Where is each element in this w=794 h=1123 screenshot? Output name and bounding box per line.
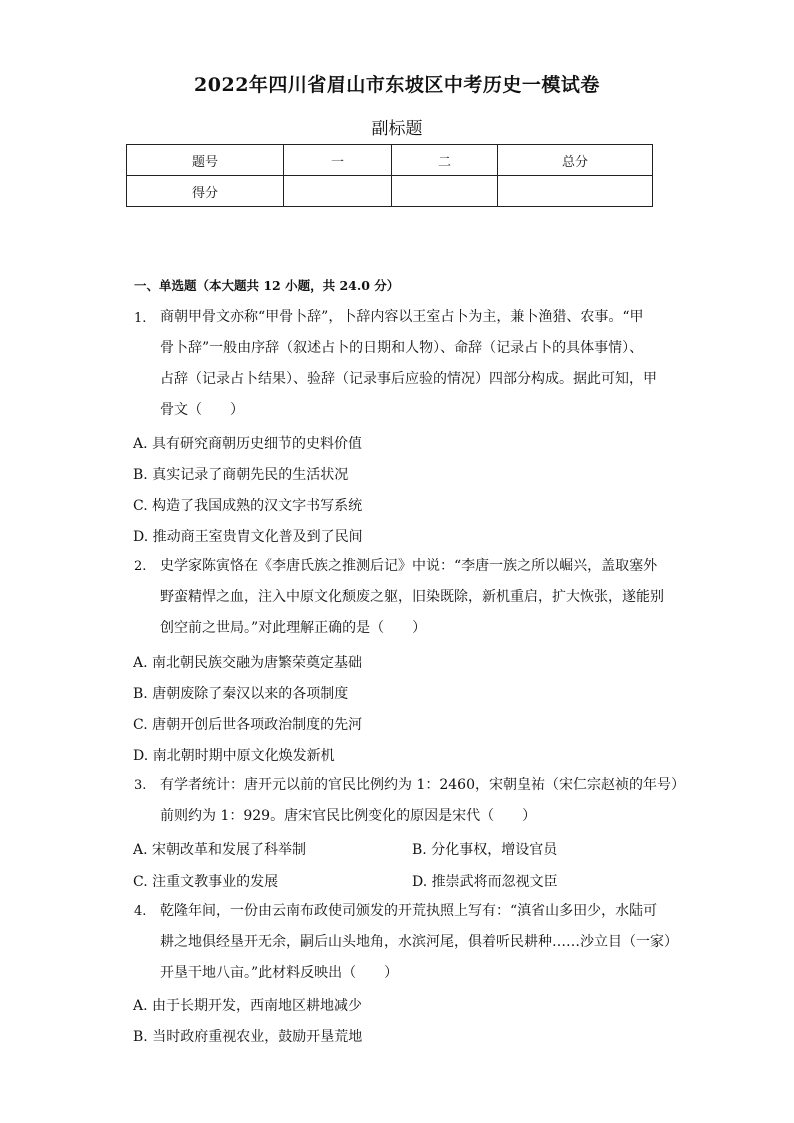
question-number: 2. [134,559,147,574]
question-number: 3. [134,778,147,793]
score-cell-part2 [392,176,498,207]
score-table-header-row [127,145,653,176]
exam-title: 2022年四川省眉山市东坡区中考历史一模试卷 [194,74,600,96]
score-cell-total [498,176,653,207]
question-number: 1. [134,311,147,326]
score-header-question: 题号 [127,145,284,176]
score-header-part1: 一 [284,145,392,176]
answer-option-c[interactable]: C. 构造了我国成熟的汉文字书写系统 [133,498,363,514]
score-row-label: 得分 [127,176,284,207]
question-text-line: 骨文（ ） [160,402,244,418]
answer-option-a[interactable]: A. 南北朝民族交融为唐繁荣奠定基础 [133,655,363,671]
score-table [126,144,653,207]
answer-option-d[interactable]: D. 南北朝时期中原文化焕发新机 [133,748,335,764]
answer-option-d[interactable]: D. 推崇武将而忽视文臣 [412,874,558,890]
question-text-line: 商朝甲骨文亦称“甲骨卜辞”，卜辞内容以王室占卜为主，兼卜渔猎、农事。“甲 [160,309,644,325]
answer-option-b[interactable]: B. 唐朝废除了秦汉以来的各项制度 [133,686,349,702]
section-heading: 一、单选题（本大题共 12 小题，共 24.0 分） [134,278,400,293]
score-header-part2: 二 [392,145,498,176]
question-text-line: 创空前之世局。”对此理解正确的是（ ） [160,620,427,636]
answer-option-d[interactable]: D. 推动商王室贵胄文化普及到了民间 [133,529,363,545]
answer-option-b[interactable]: B. 真实记录了商朝先民的生活状况 [133,467,349,483]
answer-option-c[interactable]: C. 唐朝开创后世各项政治制度的先河 [133,717,363,733]
answer-option-a[interactable]: A. 由于长期开发，西南地区耕地减少 [133,998,363,1014]
question-text-line: 野蛮精悍之血，注入中原文化颓废之躯，旧染既除，新机重启，扩大恢张，遂能别 [160,589,664,605]
score-table-score-row [127,176,653,207]
answer-option-c[interactable]: C. 注重文教事业的发展 [133,874,279,890]
question-text-line: 有学者统计：唐开元以前的官民比例约为 1：2460，宋朝皇祐（宋仁宗赵祯的年号） [160,777,685,793]
answer-option-b[interactable]: B. 当时政府重视农业，鼓励开垦荒地 [133,1029,363,1045]
score-cell-part1 [284,176,392,207]
score-header-total: 总分 [498,145,653,176]
answer-option-a[interactable]: A. 宋朝改革和发展了科举制 [133,842,307,858]
answer-option-a[interactable]: A. 具有研究商朝历史细节的史料价值 [133,436,363,452]
question-number: 4. [134,904,147,919]
question-text-line: 占辞（记录占卜结果）、验辞（记录事后应验的情况）四部分构成。据此可知，甲 [160,371,657,387]
answer-option-b[interactable]: B. 分化事权，增设官员 [412,842,558,858]
question-text-line: 骨卜辞”一般由序辞（叙述占卜的日期和人物）、命辞（记录占卜的具体事情）、 [160,340,644,356]
exam-subtitle: 副标题 [371,119,423,139]
question-text-line: 史学家陈寅恪在《李唐氏族之推测后记》中说：“李唐一族之所以崛兴，盖取塞外 [160,558,658,574]
question-text-line: 开垦干地八亩。”此材料反映出（ ） [160,965,399,981]
question-text-line: 前则约为 1：929。唐宋官民比例变化的原因是宋代（ ） [160,808,537,824]
question-text-line: 耕之地俱经垦开无余，嗣后山头地角，水滨河尾，俱着听民耕种……沙立目（一家） [160,934,678,950]
question-text-line: 乾隆年间，一份由云南布政使司颁发的开荒执照上写有：“滇省山多田少，水陆可 [160,903,658,919]
